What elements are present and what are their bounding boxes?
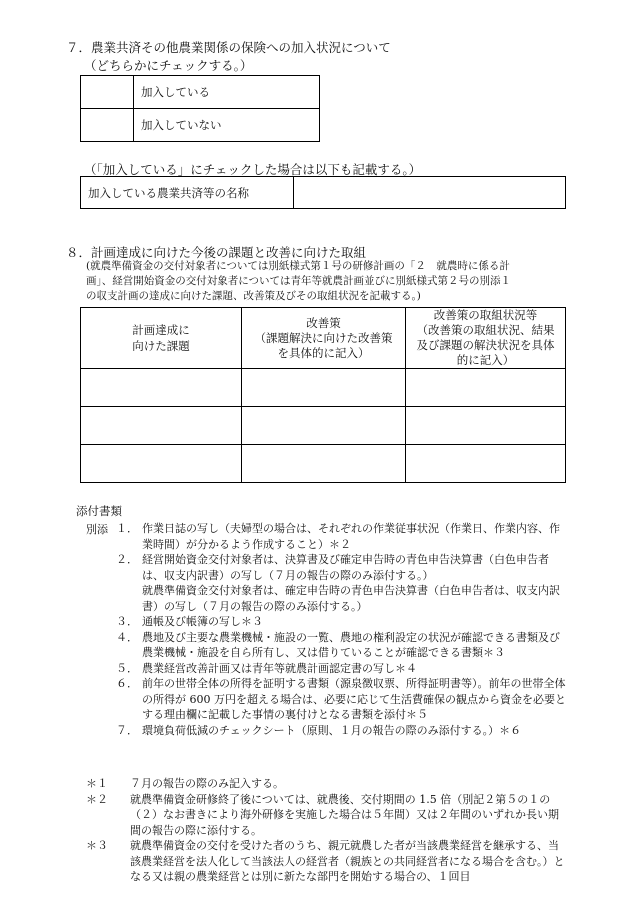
insurance-name-table [80, 176, 566, 209]
section-8-note-line2: 画」、経営開始資金の交付対象者については青年等就農計画並びに別紙様式第２号の別添１ [86, 275, 512, 287]
list-item: ７． 環境負荷低減のチェックシート（原則、１月の報告の際のみ添付する。）＊６ [116, 723, 522, 737]
list-item: ５． 農業経営改善計画又は青年等就農計画認定書の写し＊４ [116, 661, 417, 675]
footnote: ＊２ 就農準備資金研修終了後については、就農後、交付期間の 1.5 倍（別記２第５の１の（２）なお書きにより海外研修を実施した場合は５年間）又は２年間のいずれか長い期間の報告の際に添付する。 [86, 792, 559, 837]
improvement-table [80, 307, 566, 483]
footnote: ＊１ ７月の報告の際のみ記入する。 [86, 777, 284, 790]
footnotes [86, 776, 568, 885]
measure-cell[interactable] [242, 407, 406, 445]
insurance-checkbox-table [80, 75, 320, 142]
list-item: １． 作業日誌の写し（夫婦型の場合は、それぞれの作業従事状況（作業日、作業内容、作業時間）が分かるよう作成すること）＊２ [116, 522, 560, 551]
checkbox-joined[interactable] [81, 76, 134, 109]
section-8-note-line1: (就農準備資金の交付対象者については別紙様式第１号の研修計画の「２ 就農時に係る計 [86, 260, 510, 272]
section-8-title: ８．計画達成に向けた今後の課題と改善に向けた取組 [66, 245, 367, 260]
col-header-issues: 計画達成に 向けた課題 [81, 308, 242, 369]
attachments-title: 添付書類 [76, 504, 122, 518]
option-joined-label: 加入している [134, 76, 320, 109]
col-header-measures: 改善策 （課題解決に向けた改善策 を具体的に記入） [242, 308, 406, 369]
measure-cell[interactable] [242, 369, 406, 407]
status-cell[interactable] [406, 445, 566, 483]
section-7-instruction: （どちらかにチェックする。） [84, 58, 253, 73]
list-item: 就農準備資金交付対象者は、確定申告時の青色申告決算書（白色申告者は、収支内訳書）の写し（７月の報告の際のみ添付する。） [142, 584, 560, 613]
option-not-joined-label: 加入していない [134, 109, 320, 142]
table-row [81, 369, 566, 407]
insurance-name-label: 加入している農業共済等の名称 [81, 177, 294, 209]
list-item: ２． 経営開始資金交付対象者は、決算書及び確定申告時の青色申告決算書（白色申告者は、収支内訳書）の写し（７月の報告の際のみ添付する。） [116, 553, 549, 582]
table-row [81, 407, 566, 445]
footnote: ＊３ 就農準備資金の交付を受けた者のうち、親元就農した者が当該農業経営を継承する、当該農業経営を法人化して当該法人の経営者（親族との共同経営者になる場合を含む。）となる又は親の農業経営とは別に新たな部門を開始する場合の、１回目 [86, 839, 565, 883]
list-item: ６． 前年の世帯全体の所得を証明する書類（源泉徴収票、所得証明書等）。前年の世帯全体の所得が 600 万円を超える場合は、必要に応じて生活費確保の観点から資金を必要とする理由欄に記載した事情の裏付けとなる書類を添付＊５ [116, 677, 566, 721]
issue-cell[interactable] [81, 407, 242, 445]
issue-cell[interactable] [81, 445, 242, 483]
measure-cell[interactable] [242, 445, 406, 483]
list-item: ３． 通帳及び帳簿の写し＊３ [116, 615, 263, 628]
attachments-label: 別添 [86, 523, 108, 536]
col-header-status: 改善策の取組状況等 （改善策の取組状況、結果 及び課題の解決状況を具体 的に記入） [406, 308, 566, 369]
section-7-title: ７．農業共済その他農業関係の保険への加入状況について [66, 40, 391, 55]
status-cell[interactable] [406, 369, 566, 407]
attachments-list [116, 521, 568, 738]
list-item: ４． 農地及び主要な農業機械・施設の一覧、農地の権利設定の状況が確認できる書類及び農業機械・施設を自ら所有し、又は借りていることが確認できる書類＊３ [116, 630, 560, 659]
status-cell[interactable] [406, 407, 566, 445]
section-8-note-line3: の収支計画の達成に向けた課題、改善策及びその取組状況を記載する。) [86, 290, 421, 302]
issue-cell[interactable] [81, 369, 242, 407]
insurance-name-field[interactable] [294, 177, 566, 209]
table-row [81, 445, 566, 483]
section-7-note: （「加入している」にチェックした場合は以下も記載する。） [84, 162, 422, 177]
checkbox-not-joined[interactable] [81, 109, 134, 142]
